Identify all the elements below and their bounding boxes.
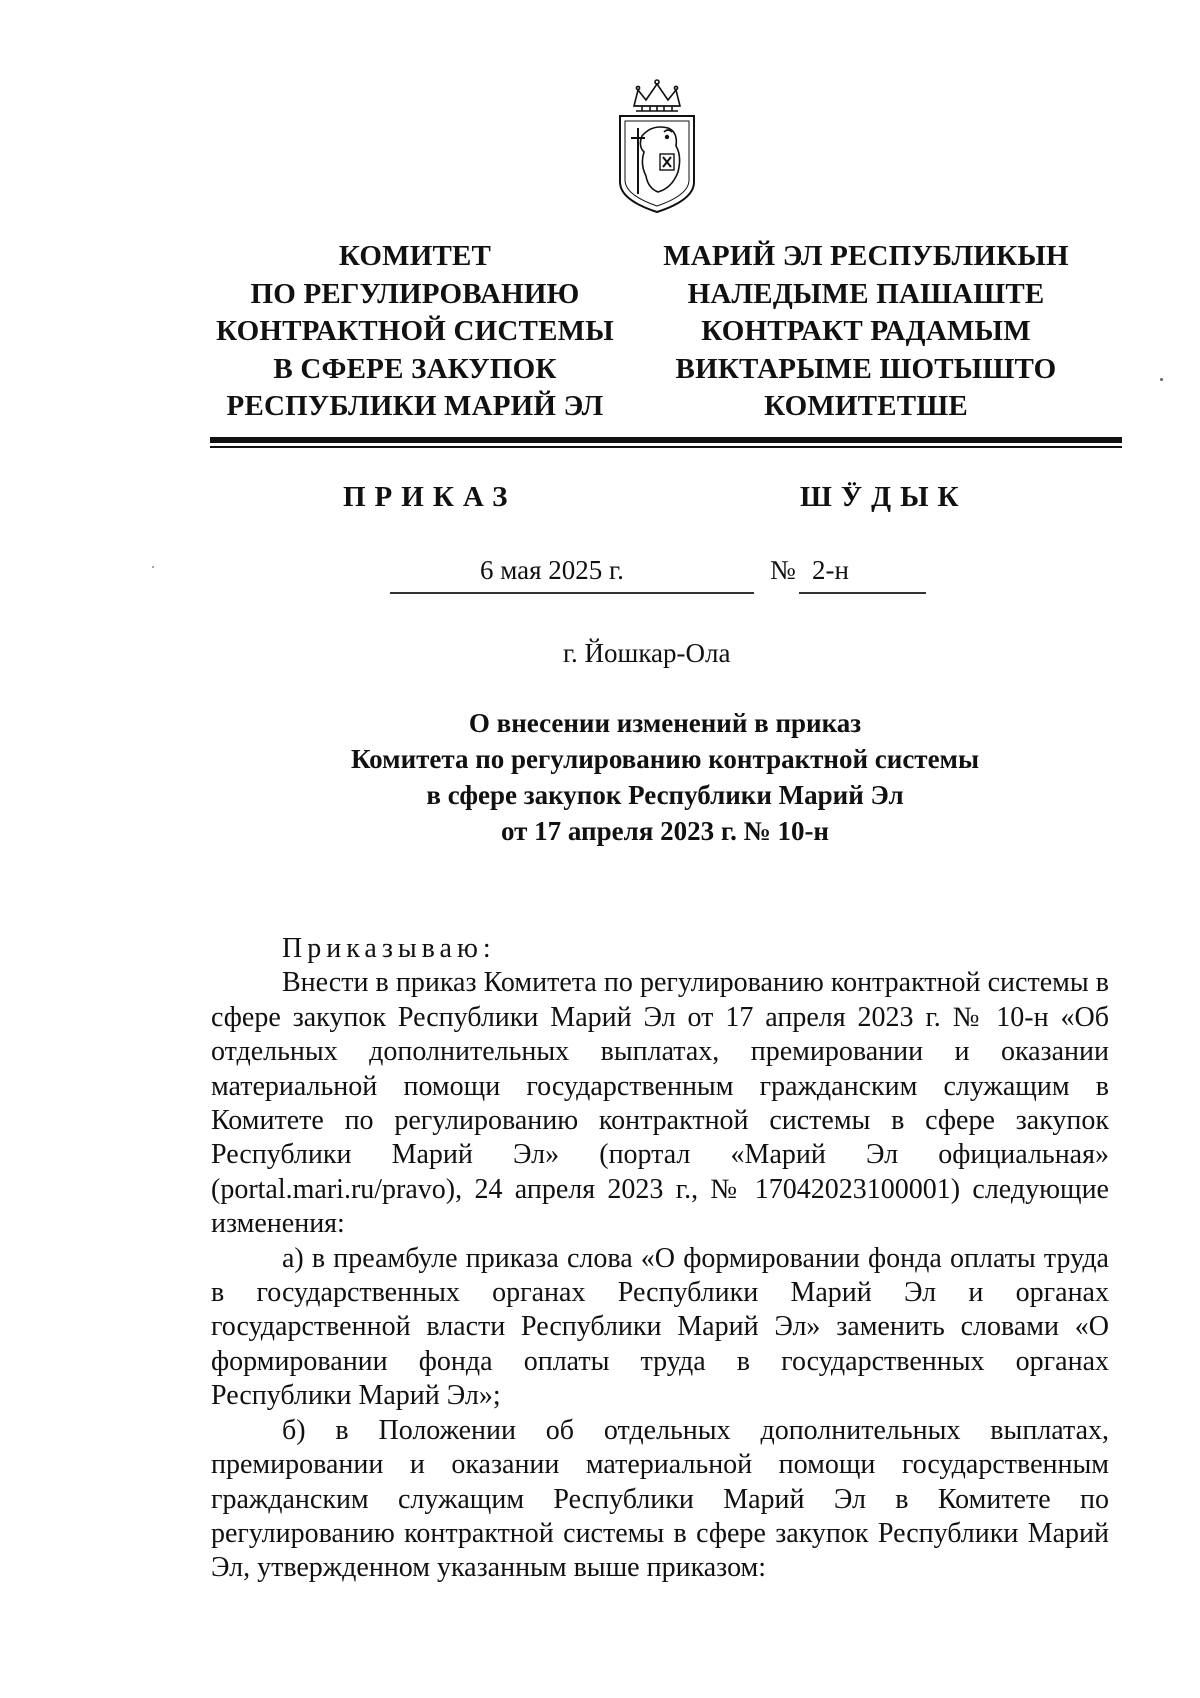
header-right-line: ВИКТАРЫМЕ ШОТЫШТО bbox=[675, 352, 1057, 385]
city-name: г. Йошкар-Ола bbox=[563, 638, 731, 668]
document-body bbox=[211, 932, 1109, 1586]
header-left-line: КОМИТЕТ bbox=[338, 240, 492, 272]
header-divider-thin bbox=[210, 446, 1122, 448]
title-line: Комитета по регулированию контрактной системы bbox=[350, 744, 980, 774]
document-title bbox=[210, 705, 1120, 849]
header-right-line: КОНТРАКТ РАДАМЫМ bbox=[701, 315, 1031, 347]
scan-speck bbox=[152, 566, 154, 568]
header-left-line: В СФЕРЕ ЗАКУПОК bbox=[273, 352, 557, 385]
scan-speck bbox=[1160, 378, 1163, 381]
header-divider-thick bbox=[210, 437, 1122, 443]
opening-directive: Приказываю: bbox=[282, 933, 496, 964]
date-underline bbox=[390, 592, 754, 594]
coat-of-arms-emblem bbox=[612, 76, 702, 216]
header-right-line: НАЛЕДЫМЕ ПАШАШТЕ bbox=[687, 277, 1045, 310]
committee-name-russian bbox=[180, 238, 650, 426]
order-number: 2-н bbox=[812, 555, 849, 585]
title-line: О внесении изменений в приказ bbox=[468, 708, 862, 738]
number-sign: № bbox=[770, 555, 796, 585]
body-paragraph: а) в преамбуле приказа слова «О формировании фонда оплаты труда в государственных органах Республики Марий Эл и органах государственной власти Республики Марий Эл» заменить словами «О формировании фонда оплаты труда в государственных органах Республики Марий Эл»; bbox=[211, 1242, 1109, 1412]
header-left-line: РЕСПУБЛИКИ МАРИЙ ЭЛ bbox=[226, 390, 604, 422]
number-underline bbox=[799, 592, 926, 594]
committee-name-mari bbox=[631, 238, 1101, 426]
body-paragraph: б) в Положении об отдельных дополнительных выплатах, премировании и оказании материальной помощи государственным гражданским служащим Республики Марий Эл в Комитете по регулированию контрактной системы в сфере закупок Республики Марий Эл, утвержденном указанным выше приказом: bbox=[211, 1414, 1109, 1584]
header-right-line: МАРИЙ ЭЛ РЕСПУБЛИКЫН bbox=[663, 240, 1069, 272]
title-line: в сфере закупок Республики Марий Эл bbox=[426, 780, 904, 810]
order-date: 6 мая 2025 г. bbox=[480, 555, 624, 585]
header-right-line: КОМИТЕТШЕ bbox=[764, 390, 968, 422]
header-left-line: ПО РЕГУЛИРОВАНИЮ bbox=[250, 277, 580, 310]
order-label-mari: ШӰДЫК bbox=[800, 481, 968, 513]
header-left-line: КОНТРАКТНОЙ СИСТЕМЫ bbox=[216, 315, 614, 347]
body-paragraph: Внести в приказ Комитета по регулированию контрактной системы в сфере закупок Республики Марий Эл от 17 апреля 2023 г. № 10-н «Об отдельных дополнительных выплатах, премировании и оказании материальной помощи государственным гражданским служащим в Комитете по регулированию контрактной системы в сфере закупок Республики Марий Эл» (портал «Марий Эл официальная» (portal.mari.ru/pravo), 24 апреля 2023 г., № 17042023100001) следующие изменения: bbox=[211, 967, 1109, 1240]
order-label-russian: ПРИКАЗ bbox=[343, 481, 517, 513]
title-line: от 17 апреля 2023 г. № 10-н bbox=[500, 816, 829, 846]
